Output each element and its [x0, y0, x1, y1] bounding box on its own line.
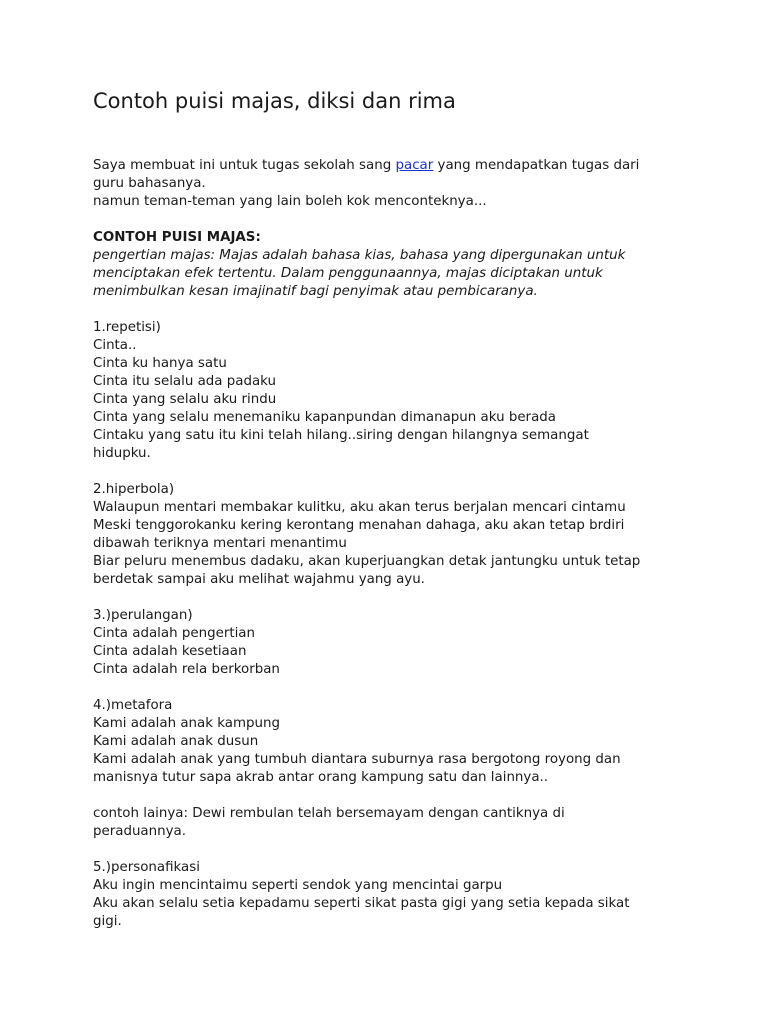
paragraph-gap — [93, 301, 693, 319]
poem-line: Cinta adalah kesetiaan — [93, 644, 247, 659]
intro-line: namun teman-teman yang lain boleh kok menconteknya... — [93, 194, 487, 209]
poem-line: Aku ingin mencintaimu seperti sendok yang mencintai garpu — [93, 878, 503, 893]
poem-line: Kami adalah anak dusun — [93, 734, 259, 749]
intro-text-after-link: yang mendapatkan tugas dari — [433, 158, 640, 173]
poem-line: Meski tenggorokanku kering kerontang menahan dahaga, aku akan tetap brdiri — [93, 518, 625, 533]
paragraph-gap — [93, 589, 693, 607]
intro-line — [93, 157, 693, 175]
paragraph-gap — [93, 841, 693, 859]
document-title: Contoh puisi majas, diksi dan rima — [93, 89, 456, 113]
section-label: contoh lainya: Dewi rembulan telah bersemayam dengan cantiknya di — [93, 806, 565, 821]
poem-line: hidupku. — [93, 446, 151, 461]
poem-line: Cinta.. — [93, 338, 137, 353]
poem-sections — [93, 301, 693, 931]
intro-line: guru bahasanya. — [93, 176, 206, 191]
paragraph-gap — [93, 679, 693, 697]
majas-definition-line: menimbulkan kesan imajinatif bagi penyimak atau pembicaranya. — [93, 284, 538, 299]
majas-definition-line: menciptakan efek tertentu. Dalam penggunaannya, majas diciptakan untuk — [93, 266, 603, 281]
poem-line: Kami adalah anak kampung — [93, 716, 281, 731]
section-label: 5.)personafikasi — [93, 860, 200, 875]
poem-line: manisnya tutur sapa akrab antar orang kampung satu dan lainnya.. — [93, 770, 549, 785]
majas-heading: CONTOH PUISI MAJAS: — [93, 230, 261, 245]
poem-line: Cinta ku hanya satu — [93, 356, 227, 371]
document-body — [93, 157, 693, 931]
poem-line: Cinta yang selalu menemaniku kapanpundan dimanapun aku berada — [93, 410, 556, 425]
poem-line: Cinta yang selalu aku rindu — [93, 392, 277, 407]
poem-line: dibawah teriknya mentari menantimu — [93, 536, 347, 551]
poem-line: Walaupun mentari membakar kulitku, aku akan terus berjalan mencari cintamu — [93, 500, 626, 515]
section-label: 2.hiperbola) — [93, 482, 175, 497]
section-label: 1.repetisi) — [93, 320, 161, 335]
poem-line: Cinta itu selalu ada padaku — [93, 374, 276, 389]
majas-definition-line: pengertian majas: Majas adalah bahasa kias, bahasa yang dipergunakan untuk — [93, 248, 626, 263]
paragraph-gap — [93, 211, 693, 229]
section-label: 3.)perulangan) — [93, 608, 193, 623]
section-label: 4.)metafora — [93, 698, 173, 713]
poem-line: Cintaku yang satu itu kini telah hilang..siring dengan hilangnya semangat — [93, 428, 589, 443]
pacar-link[interactable]: pacar — [395, 158, 434, 173]
poem-line: gigi. — [93, 914, 122, 929]
poem-line: Aku akan selalu setia kepadamu seperti sikat pasta gigi yang setia kepada sikat — [93, 896, 630, 911]
poem-line: berdetak sampai aku melihat wajahmu yang ayu. — [93, 572, 425, 587]
poem-line: peraduannya. — [93, 824, 187, 839]
poem-line: Cinta adalah pengertian — [93, 626, 255, 641]
poem-line: Biar peluru menembus dadaku, akan kuperjuangkan detak jantungku untuk tetap — [93, 554, 641, 569]
paragraph-gap — [93, 463, 693, 481]
intro-text-before-link: Saya membuat ini untuk tugas sekolah sang — [93, 158, 396, 173]
poem-line: Cinta adalah rela berkorban — [93, 662, 280, 677]
paragraph-gap — [93, 787, 693, 805]
poem-line: Kami adalah anak yang tumbuh diantara suburnya rasa bergotong royong dan — [93, 752, 621, 767]
